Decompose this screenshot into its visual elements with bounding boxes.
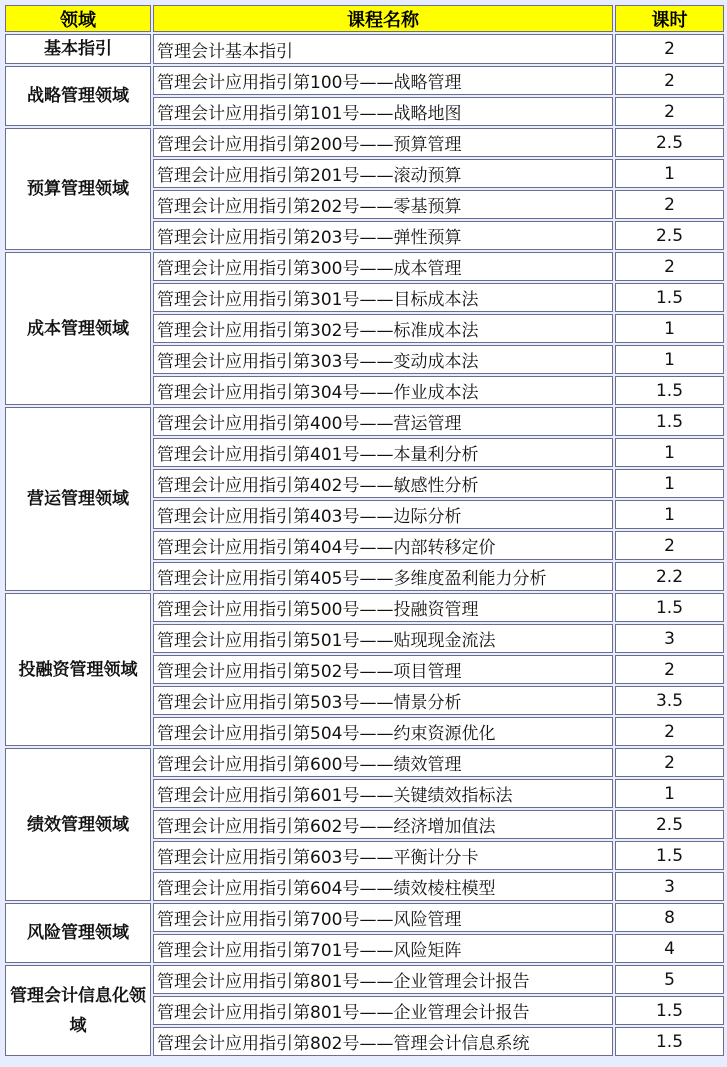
course-name-cell: 管理会计应用指引第601号——关键绩效指标法 <box>153 779 613 808</box>
header-domain: 领域 <box>5 5 151 32</box>
hours-cell: 1 <box>615 779 724 808</box>
hours-cell: 2.5 <box>615 128 724 157</box>
table-row <box>5 965 724 994</box>
course-name-cell: 管理会计应用指引第402号——敏感性分析 <box>153 469 613 498</box>
domain-cell: 基本指引 <box>5 34 151 64</box>
course-name-cell: 管理会计应用指引第202号——零基预算 <box>153 190 613 219</box>
course-name-cell: 管理会计应用指引第303号——变动成本法 <box>153 345 613 374</box>
domain-cell: 绩效管理领域 <box>5 748 151 901</box>
table-row <box>5 903 724 932</box>
course-name-cell: 管理会计应用指引第801号——企业管理会计报告 <box>153 965 613 994</box>
course-name-cell: 管理会计应用指引第400号——营运管理 <box>153 407 613 436</box>
hours-cell: 1.5 <box>615 376 724 405</box>
course-name-cell: 管理会计应用指引第201号——滚动预算 <box>153 159 613 188</box>
hours-cell: 2.5 <box>615 810 724 839</box>
hours-cell: 2 <box>615 748 724 777</box>
hours-cell: 1 <box>615 159 724 188</box>
course-name-cell: 管理会计应用指引第603号——平衡计分卡 <box>153 841 613 870</box>
course-name-cell: 管理会计应用指引第401号——本量利分析 <box>153 438 613 467</box>
course-name-cell: 管理会计应用指引第304号——作业成本法 <box>153 376 613 405</box>
hours-cell: 3 <box>615 624 724 653</box>
course-name-cell: 管理会计应用指引第100号——战略管理 <box>153 66 613 95</box>
course-name-cell: 管理会计应用指引第602号——经济增加值法 <box>153 810 613 839</box>
course-name-cell: 管理会计应用指引第504号——约束资源优化 <box>153 717 613 746</box>
hours-cell: 2 <box>615 97 724 126</box>
hours-cell: 1.5 <box>615 283 724 312</box>
domain-cell: 风险管理领域 <box>5 903 151 963</box>
hours-cell: 1 <box>615 438 724 467</box>
table-row <box>5 252 724 281</box>
hours-cell: 2 <box>615 717 724 746</box>
course-name-cell: 管理会计应用指引第403号——边际分析 <box>153 500 613 529</box>
hours-cell: 2.2 <box>615 562 724 591</box>
domain-cell: 预算管理领域 <box>5 128 151 250</box>
hours-cell: 2 <box>615 655 724 684</box>
table-row <box>5 748 724 777</box>
course-name-cell: 管理会计应用指引第200号——预算管理 <box>153 128 613 157</box>
course-name-cell: 管理会计应用指引第101号——战略地图 <box>153 97 613 126</box>
hours-cell: 1.5 <box>615 996 724 1025</box>
hours-cell: 2 <box>615 252 724 281</box>
hours-cell: 2 <box>615 190 724 219</box>
hours-cell: 1 <box>615 500 724 529</box>
header-hours: 课时 <box>615 5 724 32</box>
course-name-cell: 管理会计应用指引第600号——绩效管理 <box>153 748 613 777</box>
header-course-name: 课程名称 <box>153 5 613 32</box>
course-name-cell: 管理会计应用指引第604号——绩效棱柱模型 <box>153 872 613 901</box>
course-table <box>3 3 726 1058</box>
header-row <box>5 5 724 32</box>
hours-cell: 8 <box>615 903 724 932</box>
course-name-cell: 管理会计应用指引第503号——情景分析 <box>153 686 613 715</box>
hours-cell: 1 <box>615 345 724 374</box>
course-name-cell: 管理会计基本指引 <box>153 34 613 64</box>
course-name-cell: 管理会计应用指引第501号——贴现现金流法 <box>153 624 613 653</box>
course-name-cell: 管理会计应用指引第203号——弹性预算 <box>153 221 613 250</box>
hours-cell: 2 <box>615 34 724 64</box>
course-name-cell: 管理会计应用指引第700号——风险管理 <box>153 903 613 932</box>
hours-cell: 3 <box>615 872 724 901</box>
domain-cell: 战略管理领域 <box>5 66 151 126</box>
hours-cell: 5 <box>615 965 724 994</box>
hours-cell: 1.5 <box>615 1027 724 1056</box>
table-row <box>5 128 724 157</box>
hours-cell: 2 <box>615 531 724 560</box>
hours-cell: 2.5 <box>615 221 724 250</box>
hours-cell: 1.5 <box>615 841 724 870</box>
hours-cell: 1 <box>615 469 724 498</box>
domain-cell: 管理会计信息化领域 <box>5 965 151 1056</box>
table-row <box>5 34 724 64</box>
hours-cell: 3.5 <box>615 686 724 715</box>
table-row <box>5 593 724 622</box>
course-name-cell: 管理会计应用指引第701号——风险矩阵 <box>153 934 613 963</box>
course-name-cell: 管理会计应用指引第802号——管理会计信息系统 <box>153 1027 613 1056</box>
course-name-cell: 管理会计应用指引第301号——目标成本法 <box>153 283 613 312</box>
table-row <box>5 66 724 95</box>
course-name-cell: 管理会计应用指引第405号——多维度盈利能力分析 <box>153 562 613 591</box>
course-name-cell: 管理会计应用指引第801号——企业管理会计报告 <box>153 996 613 1025</box>
hours-cell: 1.5 <box>615 407 724 436</box>
course-name-cell: 管理会计应用指引第302号——标准成本法 <box>153 314 613 343</box>
course-name-cell: 管理会计应用指引第502号——项目管理 <box>153 655 613 684</box>
hours-cell: 4 <box>615 934 724 963</box>
hours-cell: 1.5 <box>615 593 724 622</box>
domain-cell: 成本管理领域 <box>5 252 151 405</box>
table-row <box>5 407 724 436</box>
hours-cell: 2 <box>615 66 724 95</box>
domain-cell: 投融资管理领域 <box>5 593 151 746</box>
course-name-cell: 管理会计应用指引第300号——成本管理 <box>153 252 613 281</box>
course-name-cell: 管理会计应用指引第500号——投融资管理 <box>153 593 613 622</box>
domain-cell: 营运管理领域 <box>5 407 151 591</box>
table-body <box>5 34 724 1056</box>
hours-cell: 1 <box>615 314 724 343</box>
course-name-cell: 管理会计应用指引第404号——内部转移定价 <box>153 531 613 560</box>
